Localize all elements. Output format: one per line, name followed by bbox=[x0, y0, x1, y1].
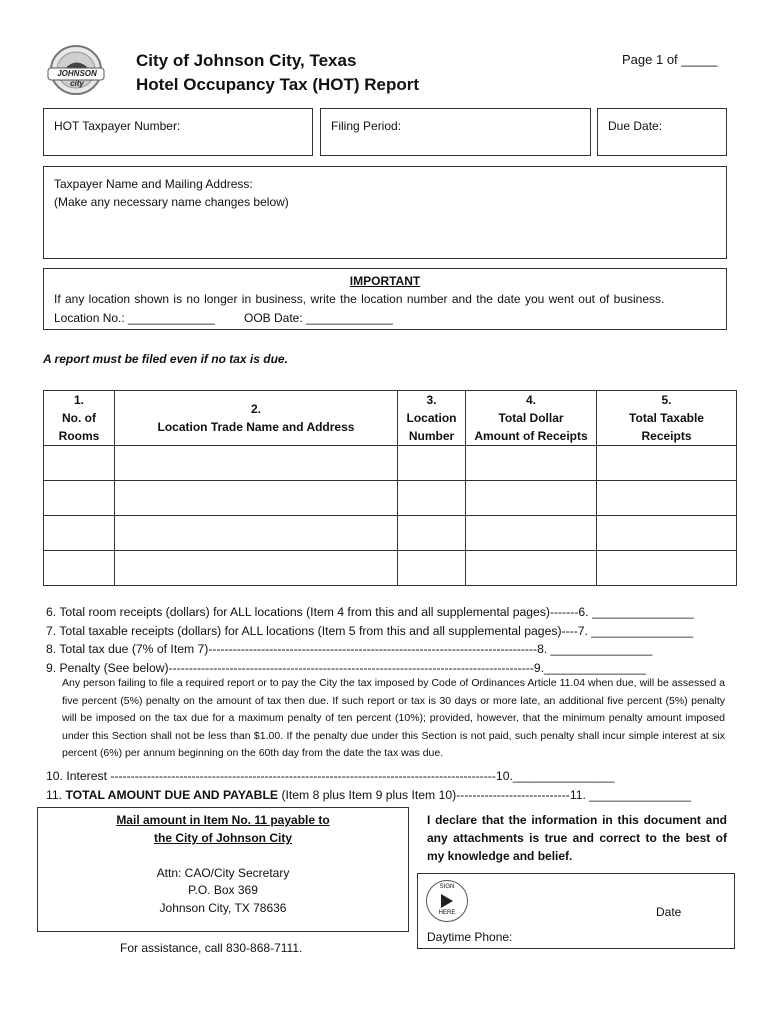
address-instruction: (Make any necessary name changes below) bbox=[54, 195, 289, 209]
mail-instruction-line1: Mail amount in Item No. 11 payable to bbox=[116, 813, 330, 827]
item-11-total-due[interactable]: 11. TOTAL AMOUNT DUE AND PAYABLE (Item 8 plus Item 9 plus Item 10)----------------------------11. _______________ bbox=[46, 787, 691, 802]
cell-taxable-receipts[interactable] bbox=[597, 481, 737, 516]
total-due-label: TOTAL AMOUNT DUE AND PAYABLE bbox=[65, 787, 279, 802]
important-notice-box bbox=[43, 268, 727, 330]
date-label: Date bbox=[656, 905, 682, 919]
taxpayer-number-field[interactable] bbox=[43, 108, 313, 156]
cell-total-receipts[interactable] bbox=[466, 551, 597, 586]
mail-instruction-line2: the City of Johnson City bbox=[154, 831, 292, 845]
cell-location-number[interactable] bbox=[398, 481, 466, 516]
col-rooms-header: 1. No. of Rooms bbox=[44, 391, 115, 446]
col-taxable-receipts-header: 5. Total Taxable Receipts bbox=[597, 391, 737, 446]
cell-total-receipts[interactable] bbox=[466, 446, 597, 481]
important-heading: IMPORTANT bbox=[349, 274, 421, 288]
totals-section bbox=[46, 603, 736, 677]
cell-location-name[interactable] bbox=[115, 516, 398, 551]
item-9-penalty[interactable]: 9. Penalty (See below)------------------------------------------------------------------------------------------9._______________ bbox=[46, 660, 646, 675]
logo-text: JOHNSON city bbox=[57, 69, 97, 88]
cell-rooms[interactable] bbox=[44, 481, 115, 516]
taxpayer-number-label: HOT Taxpayer Number: bbox=[54, 119, 181, 133]
table-row bbox=[44, 516, 737, 551]
cell-taxable-receipts[interactable] bbox=[597, 446, 737, 481]
item-10-interest[interactable]: 10. Interest -----------------------------------------------------------------------------------------------10._______________ bbox=[46, 769, 615, 783]
taxpayer-address-field[interactable] bbox=[43, 166, 727, 259]
sign-here-bottom: HERE bbox=[438, 910, 456, 916]
page-count: Page 1 of _____ bbox=[622, 52, 718, 67]
filing-period-field[interactable] bbox=[320, 108, 591, 156]
due-date-label: Due Date: bbox=[608, 119, 663, 133]
filing-notice: A report must be filed even if no tax is due. bbox=[43, 352, 288, 366]
col-total-receipts-header: 4. Total Dollar Amount of Receipts bbox=[466, 391, 597, 446]
penalty-explanation: Any person failing to file a required report or to pay the City the tax imposed by Code of Ordinances Article 11.04 when due, will be assessed a five percent (5%) penalty on the amount of tax then due. If such report or tax is 30 days or more late, an additional five percent (5%) penalty will be imposed on the tax due for a maximum penalty of ten percent (10%); provided, however, that the minimum penalty amount imposed under this Section shall not be less than $1.00. If the penalty due under this Section is not paid, such penalty shall incur simple interest at six percent (6%) per annum beginning on the 60th day from the date the tax was due. bbox=[62, 677, 725, 760]
oob-date-line[interactable]: OOB Date: _____________ bbox=[244, 311, 393, 325]
mail-po-box: P.O. Box 369 bbox=[188, 883, 258, 897]
table-row bbox=[44, 446, 737, 481]
important-body: If any location shown is no longer in business, write the location number and the date you went out of business. bbox=[54, 292, 665, 306]
item-8-total-tax-due[interactable]: 8. Total tax due (7% of Item 7)---------------------------------------------------------------------------------8. _______________ bbox=[46, 642, 653, 656]
location-number-line[interactable]: Location No.: _____________ bbox=[54, 311, 215, 325]
cell-taxable-receipts[interactable] bbox=[597, 516, 737, 551]
declaration-text: I declare that the information in this document and any attachments is true and correct to the best of my knowledge and belief. bbox=[427, 813, 727, 863]
page-title-line2: Hotel Occupancy Tax (HOT) Report bbox=[136, 75, 420, 94]
daytime-phone-label: Daytime Phone: bbox=[427, 930, 513, 944]
signature-box[interactable] bbox=[417, 873, 735, 949]
mail-attn: Attn: CAO/City Secretary bbox=[156, 866, 290, 880]
cell-taxable-receipts[interactable] bbox=[597, 551, 737, 586]
cell-rooms[interactable] bbox=[44, 551, 115, 586]
totals-section-bottom bbox=[46, 767, 736, 804]
table-row bbox=[44, 481, 737, 516]
table-row bbox=[44, 551, 737, 586]
locations-table bbox=[43, 390, 737, 586]
mailing-instructions-box bbox=[37, 807, 409, 932]
cell-total-receipts[interactable] bbox=[466, 516, 597, 551]
cell-location-number[interactable] bbox=[398, 516, 466, 551]
table-header-row bbox=[44, 391, 737, 446]
cell-rooms[interactable] bbox=[44, 446, 115, 481]
cell-total-receipts[interactable] bbox=[466, 481, 597, 516]
city-seal-logo bbox=[46, 44, 106, 96]
sign-here-icon bbox=[426, 880, 468, 922]
item-6-total-room-receipts[interactable]: 6. Total room receipts (dollars) for ALL locations (Item 4 from this and all supplemental pages)-------6. _______________ bbox=[46, 605, 694, 619]
filing-period-label: Filing Period: bbox=[331, 119, 402, 133]
cell-location-number[interactable] bbox=[398, 551, 466, 586]
page-title-line1: City of Johnson City, Texas bbox=[136, 51, 357, 70]
cell-location-name[interactable] bbox=[115, 551, 398, 586]
cell-location-name[interactable] bbox=[115, 481, 398, 516]
cell-location-name[interactable] bbox=[115, 446, 398, 481]
assistance-phone: For assistance, call 830-868-7111. bbox=[120, 941, 303, 955]
col-location-name-header: 2. Location Trade Name and Address bbox=[115, 391, 398, 446]
item-7-total-taxable-receipts[interactable]: 7. Total taxable receipts (dollars) for ALL locations (Item 5 from this and all supplemental pages)----7. _______________ bbox=[46, 623, 693, 638]
address-label: Taxpayer Name and Mailing Address: bbox=[54, 177, 253, 191]
mail-city: Johnson City, TX 78636 bbox=[159, 901, 287, 915]
cell-rooms[interactable] bbox=[44, 516, 115, 551]
cell-location-number[interactable] bbox=[398, 446, 466, 481]
sign-here-top: SIGN bbox=[439, 884, 455, 890]
due-date-field[interactable] bbox=[597, 108, 727, 156]
col-location-number-header: 3. Location Number bbox=[398, 391, 466, 446]
